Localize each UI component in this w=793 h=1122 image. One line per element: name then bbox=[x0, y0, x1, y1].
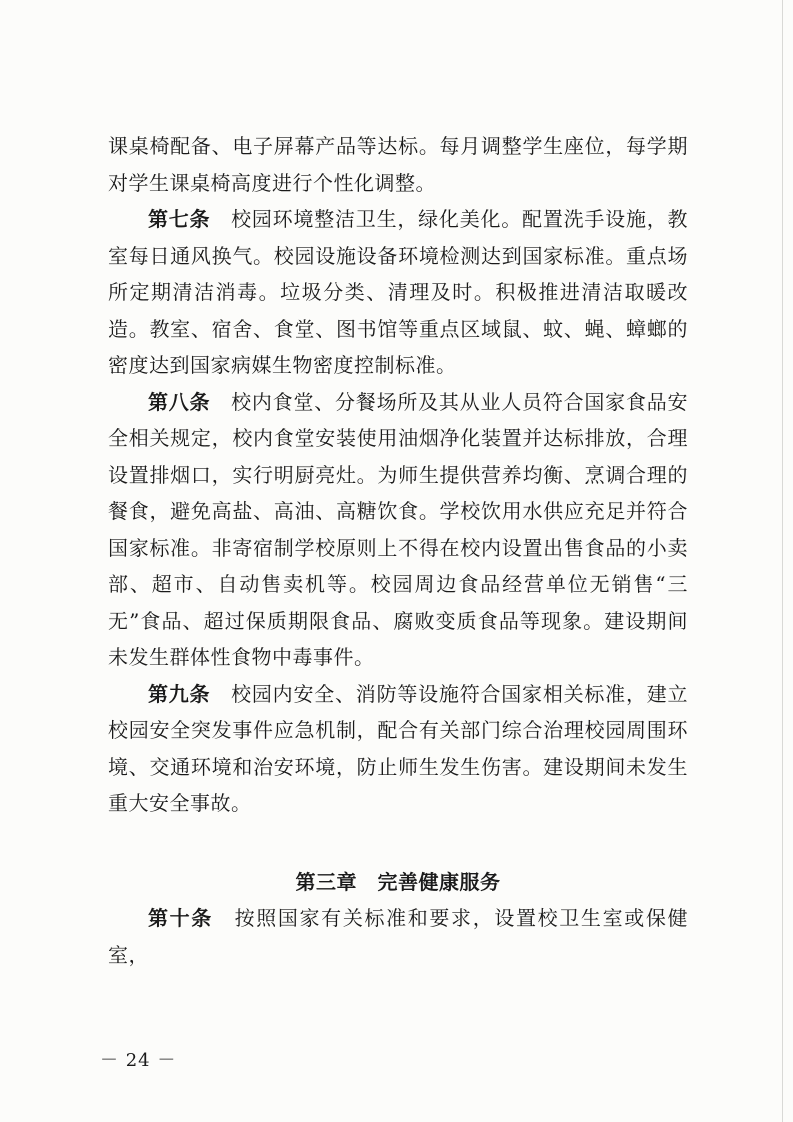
paragraph-text: 课桌椅配备、电子屏幕产品等达标。每月调整学生座位，每学期对学生课桌椅高度进行个性化调整。 bbox=[108, 134, 688, 195]
article-10-paragraph bbox=[108, 900, 688, 973]
article-number: 第八条 bbox=[148, 389, 211, 414]
paragraph-text: 校园内安全、消防等设施符合国家相关标准，建立校园安全突发事件应急机制，配合有关部门综合治理校园周围环境、交通环境和治安环境，防止师生发生伤害。建设期间未发生重大安全事故。 bbox=[108, 681, 689, 815]
page-edge-line bbox=[782, 0, 783, 1122]
paragraph-text: 按照国家有关标准和要求，设置校卫生室或保健室， bbox=[108, 906, 689, 967]
article-9-paragraph bbox=[108, 676, 688, 822]
chapter-heading: 第三章 完善健康服务 bbox=[295, 869, 501, 894]
article-number: 第九条 bbox=[148, 681, 211, 706]
article-7-paragraph bbox=[108, 201, 688, 384]
article-number: 第七条 bbox=[148, 207, 211, 231]
page-number: － 24 － bbox=[100, 1050, 177, 1071]
paragraph-text: 校园环境整洁卫生，绿化美化。配置洗手设施，教室每日通风换气。校园设施设备环境检测达到国家标准。重点场所定期清洁消毒。垃圾分类、清理及时。积极推进清洁取暖改造。教室、宿舍、食堂、图书馆等重点区域鼠、蚊、蝇、蟑螂的密度达到国家病媒生物密度控制标准。 bbox=[108, 207, 689, 377]
article-8-paragraph bbox=[108, 384, 688, 676]
article-number: 第十条 bbox=[148, 906, 213, 930]
paragraph-text: 校内食堂、分餐场所及其从业人员符合国家食品安全相关规定，校内食堂安装使用油烟净化装置并达标排放，合理设置排烟口，实行明厨亮灶。为师生提供营养均衡、烹调合理的餐食，避免高盐、高油、高糖饮食。学校饮用水供应充足并符合国家标准。非寄宿制学校原则上不得在校内设置出售食品的小卖部、超市、自动售卖机等。校园周边食品经营单位无销售“三无”食品、超过保质期限食品、腐败变质食品等现象。建设期间未发生群体性食物中毒事件。 bbox=[108, 389, 689, 669]
document-body bbox=[108, 128, 688, 973]
paragraph-continuation bbox=[108, 128, 688, 201]
